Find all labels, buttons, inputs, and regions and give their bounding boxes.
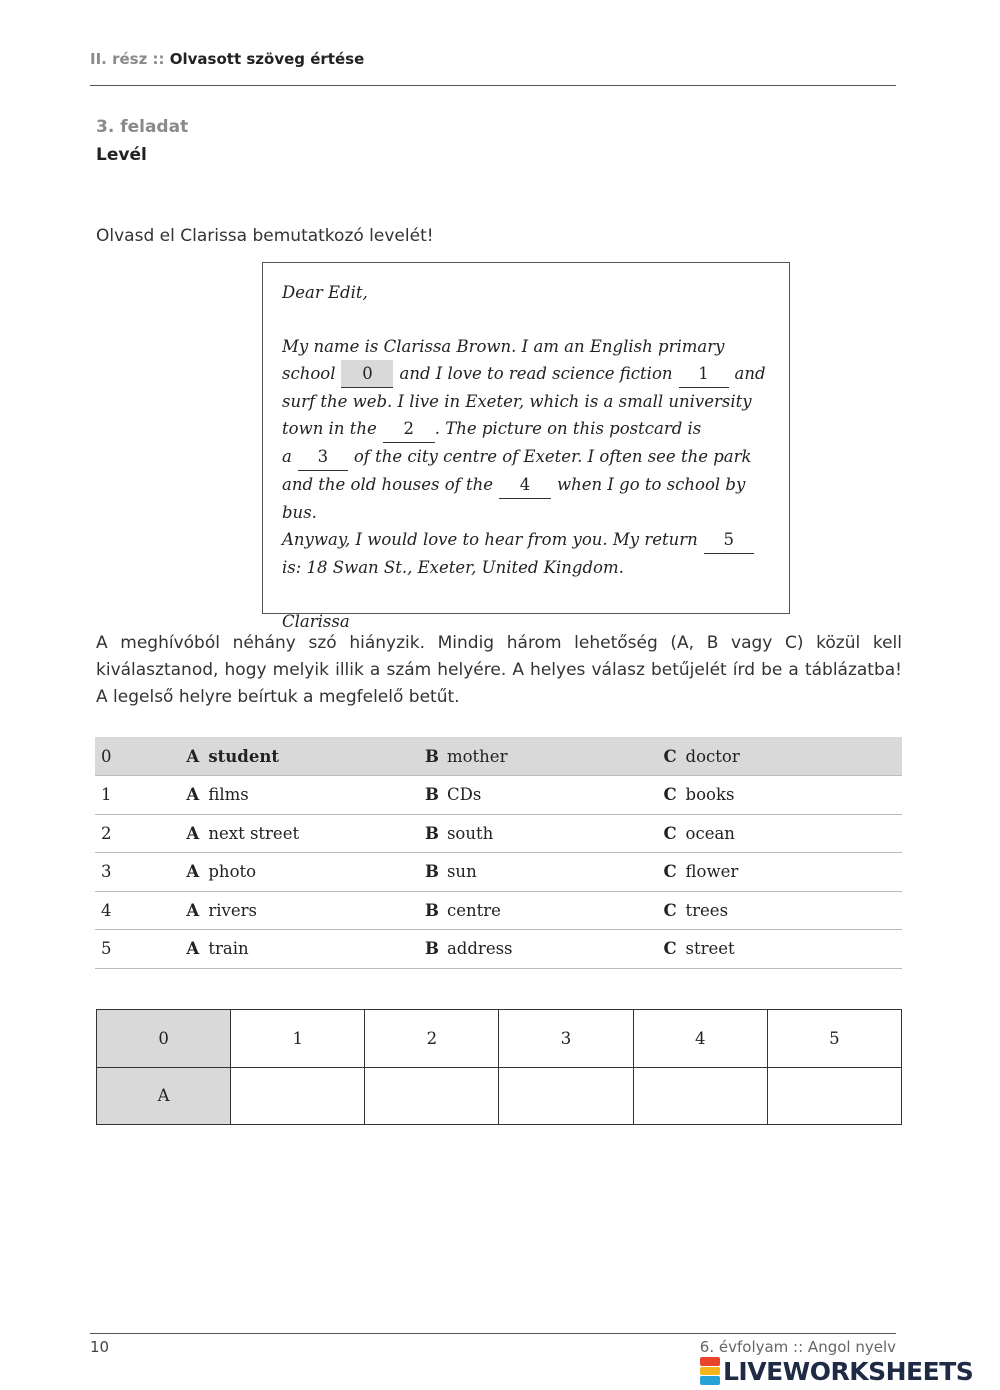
letter-box — [262, 262, 790, 631]
footer-grade-subject: 6. évfolyam :: Angol nyelv — [699, 1338, 896, 1356]
task-title: Levél — [96, 145, 147, 165]
answer-row — [97, 1067, 902, 1125]
option-b — [425, 891, 664, 930]
header-title: Olvasott szöveg értése — [169, 50, 365, 68]
answer-cell-1[interactable] — [231, 1067, 365, 1125]
liveworksheets-logo — [700, 1356, 973, 1386]
brand-name: LIVEWORKSHEETS — [723, 1356, 974, 1386]
answer-header-5: 5 — [767, 1010, 901, 1068]
option-text-b: sun — [446, 862, 477, 882]
option-text-c: trees — [685, 900, 729, 920]
blank-3[interactable]: 3 — [298, 443, 348, 471]
option-text-c: ocean — [685, 823, 735, 843]
blank-5[interactable]: 5 — [704, 526, 754, 554]
option-row — [95, 853, 902, 892]
option-a — [186, 737, 425, 776]
option-key-b: B — [424, 785, 439, 805]
footer-divider — [90, 1333, 896, 1334]
brand-icon-block — [700, 1376, 720, 1385]
option-row — [95, 930, 902, 969]
option-text-a: rivers — [208, 900, 257, 920]
letter-greeting: Dear Edit, — [282, 283, 368, 302]
option-b — [425, 776, 664, 815]
option-a — [186, 853, 425, 892]
option-row — [95, 776, 902, 815]
blank-2[interactable]: 2 — [383, 415, 435, 443]
answer-header-4: 4 — [633, 1010, 767, 1068]
option-text-c: books — [685, 785, 735, 805]
option-number: 1 — [95, 776, 186, 815]
answer-header-2: 2 — [365, 1010, 499, 1068]
option-text-a: films — [208, 785, 249, 805]
option-number: 3 — [95, 853, 186, 892]
answer-cell-2[interactable] — [365, 1067, 499, 1125]
option-number: 0 — [95, 737, 186, 776]
option-text-c: street — [685, 939, 735, 959]
option-key-a: A — [186, 785, 200, 805]
option-a — [186, 930, 425, 969]
blank-1[interactable]: 1 — [679, 360, 729, 388]
option-key-b: B — [424, 823, 439, 843]
option-number: 4 — [95, 891, 186, 930]
option-key-a: A — [186, 823, 200, 843]
option-c — [664, 737, 902, 776]
option-text-b: south — [446, 823, 494, 843]
option-c — [664, 930, 902, 969]
page-number: 10 — [90, 1338, 110, 1356]
letter-line-3: surf the web. I live in Exeter, which is a small university — [282, 392, 752, 411]
header-divider — [90, 85, 896, 86]
option-text-b: centre — [446, 900, 501, 920]
answer-cell-5[interactable] — [767, 1067, 901, 1125]
task-number: 3. feladat — [96, 117, 189, 137]
option-a — [186, 814, 425, 853]
option-row — [95, 737, 902, 776]
option-number: 2 — [95, 814, 186, 853]
answer-header-row — [97, 1010, 902, 1068]
page-header — [90, 50, 364, 68]
letter-line-2: school 0 and I love to read science fiction 1 and — [282, 360, 770, 388]
answer-cell-0: A — [97, 1067, 231, 1125]
option-a — [186, 776, 425, 815]
option-text-c: flower — [685, 862, 739, 882]
option-a — [186, 891, 425, 930]
letter-line-6: and the old houses of the 4 when I go to school by bus. — [282, 471, 770, 526]
option-key-b: B — [424, 900, 439, 920]
answer-header-3: 3 — [499, 1010, 633, 1068]
option-key-c: C — [663, 823, 677, 843]
option-text-a: student — [208, 746, 279, 766]
answer-table — [96, 1009, 902, 1125]
reading-instruction: Olvasd el Clarissa bemutatkozó levelét! — [96, 226, 434, 246]
option-text-b: address — [446, 939, 513, 959]
option-key-a: A — [186, 939, 200, 959]
option-b — [425, 930, 664, 969]
option-b — [425, 737, 664, 776]
option-text-b: mother — [446, 746, 508, 766]
letter-signature: Clarissa — [282, 612, 350, 631]
option-key-b: B — [424, 939, 439, 959]
brand-icon-block — [700, 1367, 720, 1376]
option-b — [425, 814, 664, 853]
letter-line-5: a 3 of the city centre of Exeter. I often see the park — [282, 443, 770, 471]
option-text-b: CDs — [446, 785, 482, 805]
option-key-c: C — [663, 900, 677, 920]
letter-line-1: My name is Clarissa Brown. I am an English primary — [282, 337, 725, 356]
option-key-b: B — [424, 746, 439, 766]
options-table — [95, 737, 902, 969]
liveworksheets-icon — [700, 1357, 720, 1385]
blank-0: 0 — [341, 360, 393, 388]
option-b — [425, 853, 664, 892]
option-row — [95, 814, 902, 853]
blank-4[interactable]: 4 — [499, 471, 551, 499]
option-key-a: A — [186, 900, 200, 920]
letter-line-4: town in the 2 . The picture on this postcard is — [282, 415, 770, 443]
option-text-a: train — [208, 939, 249, 959]
option-key-b: B — [424, 862, 439, 882]
option-number: 5 — [95, 930, 186, 969]
option-c — [664, 891, 902, 930]
letter-line-7: Anyway, I would love to hear from you. My return 5 — [282, 526, 770, 554]
option-key-c: C — [663, 746, 677, 766]
answer-header-1: 1 — [231, 1010, 365, 1068]
brand-icon-block — [700, 1357, 720, 1366]
option-c — [664, 776, 902, 815]
header-part: II. rész :: — [90, 50, 165, 68]
task-instruction: A meghívóból néhány szó hiányzik. Mindig három lehetőség (A, B vagy C) közül kell kiválasztanod, hogy melyik illik a szám helyére. A helyes válasz betűjelét írd be a táblázatba! A legelső helyre beírtuk a megfelelő betűt. — [96, 633, 902, 707]
option-key-c: C — [663, 785, 677, 805]
option-c — [664, 853, 902, 892]
option-c — [664, 814, 902, 853]
option-key-a: A — [186, 862, 200, 882]
option-text-a: photo — [208, 862, 257, 882]
answer-cell-3[interactable] — [499, 1067, 633, 1125]
option-text-c: doctor — [685, 746, 740, 766]
option-row — [95, 891, 902, 930]
answer-cell-4[interactable] — [633, 1067, 767, 1125]
option-key-a: A — [186, 746, 200, 766]
letter-line-8: is: 18 Swan St., Exeter, United Kingdom. — [282, 558, 624, 577]
answer-header-0: 0 — [97, 1010, 231, 1068]
option-text-a: next street — [208, 823, 300, 843]
option-key-c: C — [663, 862, 677, 882]
option-key-c: C — [663, 939, 677, 959]
